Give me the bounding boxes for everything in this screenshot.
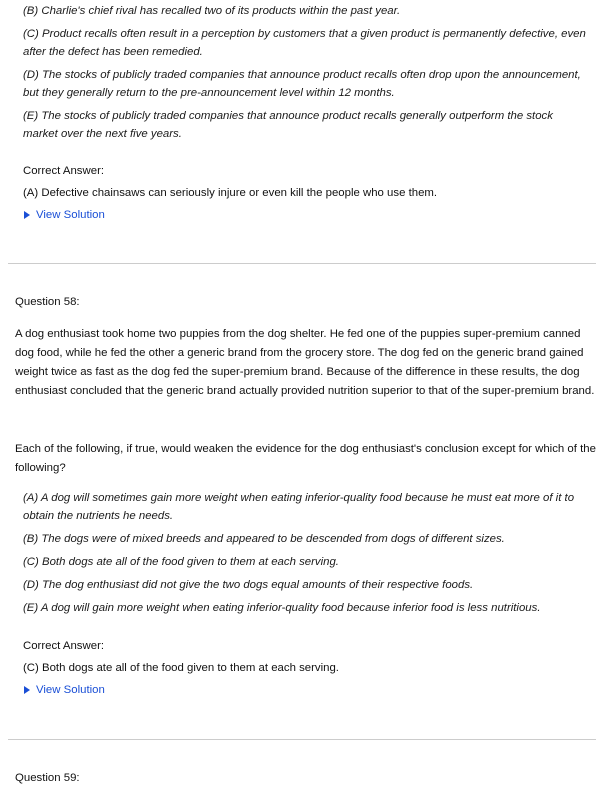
q58-prompt: Each of the following, if true, would weaken the evidence for the dog enthusiast's conclusion except for which of the following? — [15, 443, 596, 474]
q57-view-solution[interactable] — [23, 207, 105, 223]
q58-option-b: (B) The dogs were of mixed breeds and appeared to be descended from dogs of different sizes. — [23, 533, 505, 545]
q58-option-e: (E) A dog will gain more weight when eating inferior-quality food because inferior food is less nutritious. — [23, 602, 541, 614]
q58-view-solution-label: View Solution — [36, 684, 105, 696]
q58-options — [23, 489, 589, 617]
expand-triangle-icon — [24, 686, 30, 694]
q57-options — [23, 2, 589, 143]
q58-passage: A dog enthusiast took home two puppies from the dog shelter. He fed one of the puppies super-premium canned dog food, while he fed the other a generic brand from the grocery store. The dog fed on the generic brand gained weight twice as fast as the dog fed the super-premium brand. Because of the difference in these results, the dog enthusiast concluded that the generic brand actually provided nutrition superior to that of the super-premium brand. — [15, 328, 595, 397]
q57-option-e: (E) The stocks of publicly traded companies that announce product recalls generally outperform the stock market over the next five years. — [23, 110, 553, 140]
q58-option-a: (A) A dog will sometimes gain more weight when eating inferior-quality food because he must eat more of it to obtain the nutrients he needs. — [23, 492, 575, 522]
q58-option-c: (C) Both dogs ate all of the food given to them at each serving. — [23, 556, 339, 568]
divider — [8, 739, 596, 740]
divider — [8, 263, 596, 264]
expand-triangle-icon — [24, 211, 30, 219]
q58-view-solution[interactable] — [23, 682, 105, 698]
q57-option-c: (C) Product recalls often result in a perception by customers that a given product is permanently defective, even after the defect has been remedied. — [23, 28, 586, 58]
q57-correct-label: Correct Answer: — [23, 165, 105, 177]
q57-option-b: (B) Charlie's chief rival has recalled two of its products within the past year. — [23, 5, 401, 17]
q57-correct-answer: (A) Defective chainsaws can seriously injure or even kill the people who use them. — [23, 187, 438, 199]
q57-view-solution-label: View Solution — [36, 209, 105, 221]
q59-heading: Question 59: — [15, 772, 80, 784]
q58-option-d: (D) The dog enthusiast did not give the two dogs equal amounts of their respective foods. — [23, 579, 474, 591]
q58-heading: Question 58: — [15, 296, 80, 308]
q57-option-d: (D) The stocks of publicly traded companies that announce product recalls often drop upon the announcement, but they generally return to the pre-announcement level within 12 months. — [23, 69, 581, 99]
q58-correct-answer: (C) Both dogs ate all of the food given to them at each serving. — [23, 662, 339, 674]
q58-correct-label: Correct Answer: — [23, 640, 105, 652]
